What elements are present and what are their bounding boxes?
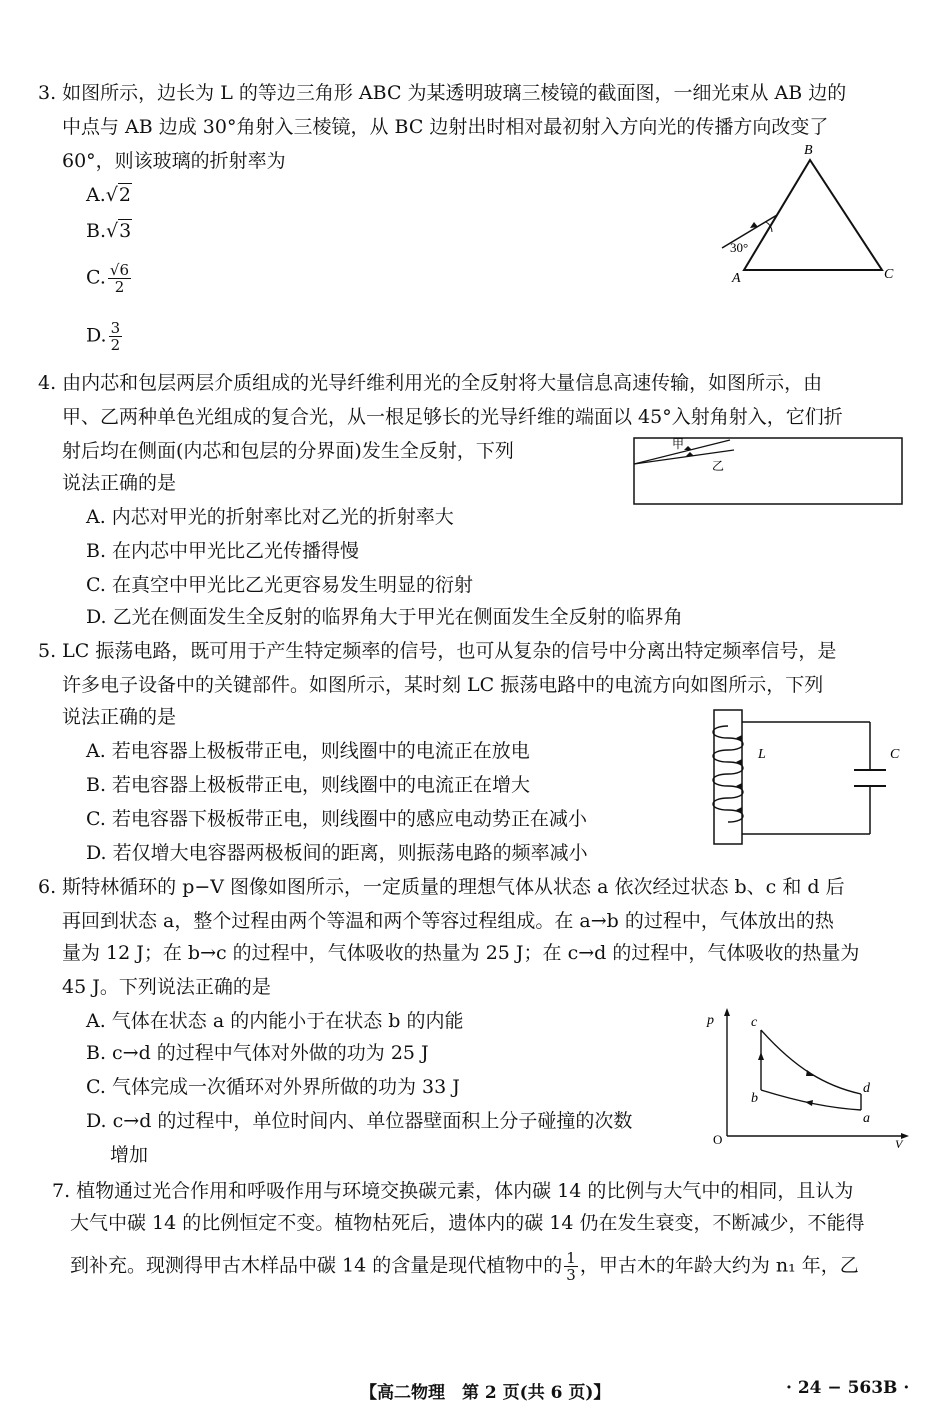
q7-stem-line-2: 大气中碳 14 的比例恒定不变。植物枯死后，遗体内的碳 14 仍在发生衰变，不断减少，不能得 xyxy=(70,1212,865,1234)
q5-stem-line-1: 5. LC 振荡电路，既可用于产生特定频率的信号，也可从复杂的信号中分离出特定频率信号，是 xyxy=(38,640,837,662)
q6-option-d-line-2: 增加 xyxy=(110,1144,149,1166)
q3-stem-line-3: 60°，则该玻璃的折射率为 xyxy=(62,150,286,172)
q4-fiber-figure xyxy=(632,436,904,506)
page-footer-code: · 24 − 563B · xyxy=(786,1378,910,1398)
q4-stem-line-3: 射后均在侧面(内芯和包层的分界面)发生全反射，下列 xyxy=(62,440,514,462)
q3-vertex-b: B xyxy=(804,143,813,158)
q3-stem-line-2: 中点与 AB 边成 30°角射入三棱镜，从 BC 边射出时相对最初射入方向光的传播方向改变了 xyxy=(62,116,829,138)
q3-option-b: B.√3 xyxy=(86,220,132,242)
q4-label-jia: 甲 xyxy=(672,437,685,451)
q4-stem-line-4: 说法正确的是 xyxy=(62,472,177,494)
q6-isotherm-cd xyxy=(761,1030,861,1094)
q4-option-a: A. 内芯对甲光的折射率比对乙光的折射率大 xyxy=(86,506,454,528)
q3-triangle xyxy=(744,160,882,270)
q3-ray-arrow xyxy=(750,222,758,228)
q3-angle-label: 30° xyxy=(730,240,749,255)
q6-label-d: d xyxy=(863,1081,870,1096)
q5-stem-line-3: 说法正确的是 xyxy=(62,706,177,728)
q4-option-d: D. 乙光在侧面发生全反射的临界角大于甲光在侧面发生全反射的临界角 xyxy=(86,606,683,628)
q6-label-b: b xyxy=(751,1091,758,1106)
q5-label-c: C xyxy=(890,747,900,762)
q6-label-p: p xyxy=(707,1013,714,1028)
q6-stem-line-2: 再回到状态 a，整个过程由两个等温和两个等容过程组成。在 a→b 的过程中，气体放出的热 xyxy=(62,910,834,932)
q5-option-b: B. 若电容器上极板带正电，则线圈中的电流正在增大 xyxy=(86,774,531,796)
q6-pv-diagram-figure xyxy=(705,1008,915,1151)
q3-option-d: D. $\frac{3}{2}$ xyxy=(86,319,121,354)
q5-option-c: C. 若电容器下极板带正电，则线圈中的感应电动势正在减小 xyxy=(86,808,587,830)
q5-lc-circuit-figure xyxy=(700,708,910,848)
q6-isotherm-ab xyxy=(761,1090,861,1110)
q5-coil-core xyxy=(714,710,742,844)
q6-arrow-ab xyxy=(805,1100,813,1106)
q7-stem-line-3: 到补充。现测得甲古木样品中碳 14 的含量是现代植物中的 $\frac{1}{3}$ ，甲古木的年龄大约为 n₁ 年，乙 xyxy=(70,1249,859,1284)
q6-p-axis-arrow xyxy=(724,1008,730,1016)
q6-arrow-cd xyxy=(806,1070,815,1076)
q6-label-c: c xyxy=(751,1015,758,1030)
q6-stem-line-3: 量为 12 J；在 b→c 的过程中，气体吸收的热量为 25 J；在 c→d 的过程中，气体吸收的热量为 xyxy=(62,942,860,964)
q5-label-l: L xyxy=(758,747,766,762)
q4-option-c: C. 在真空中甲光比乙光更容易发生明显的衍射 xyxy=(86,574,473,596)
q3-vertex-a: A xyxy=(732,271,741,286)
q3-vertex-c: C xyxy=(884,267,894,282)
q3-option-c: C. $\frac{√6}{2}$ xyxy=(86,261,130,296)
q4-ray-arrow-2 xyxy=(686,452,694,456)
q6-stem-line-1: 6. 斯特林循环的 p−V 图像如图所示，一定质量的理想气体从状态 a 依次经过状态 b、c 和 d 后 xyxy=(38,876,845,898)
q6-label-v: V xyxy=(895,1137,903,1151)
q4-stem-line-2: 甲、乙两种单色光组成的复合光，从一根足够长的光导纤维的端面以 45°入射角射入，它们折 xyxy=(62,406,843,428)
q6-option-a: A. 气体在状态 a 的内能小于在状态 b 的内能 xyxy=(86,1010,464,1032)
q3-prism-figure xyxy=(720,140,900,290)
q3-option-a: A.√2 xyxy=(86,184,131,206)
q6-option-c: C. 气体完成一次循环对外界所做的功为 33 J xyxy=(86,1076,460,1098)
q4-label-yi: 乙 xyxy=(712,459,725,473)
q4-option-b: B. 在内芯中甲光比乙光传播得慢 xyxy=(86,540,360,562)
q4-ray-arrow-1 xyxy=(684,446,692,450)
page-footer-title: 【高二物理 第 2 页(共 6 页)】 xyxy=(360,1383,611,1403)
q5-option-a: A. 若电容器上极板带正电，则线圈中的电流正在放电 xyxy=(86,740,530,762)
q5-option-d: D. 若仅增大电容器两极板间的距离，则振荡电路的频率减小 xyxy=(86,842,588,864)
q6-label-origin: O xyxy=(713,1132,723,1147)
q6-arrow-bc xyxy=(758,1052,764,1060)
q4-stem-line-1: 4. 由内芯和包层两层介质组成的光导纤维利用光的全反射将大量信息高速传输，如图所示，由 xyxy=(38,372,823,394)
q3-stem-line-1: 3. 如图所示，边长为 L 的等边三角形 ABC 为某透明玻璃三棱镜的截面图，一细光束从 AB 边的 xyxy=(38,82,847,104)
q6-option-b: B. c→d 的过程中气体对外做的功为 25 J xyxy=(86,1042,429,1064)
q6-label-a: a xyxy=(863,1111,870,1126)
q6-stem-line-4: 45 J。下列说法正确的是 xyxy=(62,976,271,998)
q6-option-d-line-1: D. c→d 的过程中，单位时间内、单位器壁面积上分子碰撞的次数 xyxy=(86,1110,633,1132)
q5-coil-winding xyxy=(713,726,743,822)
q5-stem-line-2: 许多电子设备中的关键部件。如图所示，某时刻 LC 振荡电路中的电流方向如图所示，下列 xyxy=(62,674,824,696)
q7-stem-line-1: 7. 植物通过光合作用和呼吸作用与环境交换碳元素，体内碳 14 的比例与大气中的相同，且认为 xyxy=(52,1180,854,1202)
